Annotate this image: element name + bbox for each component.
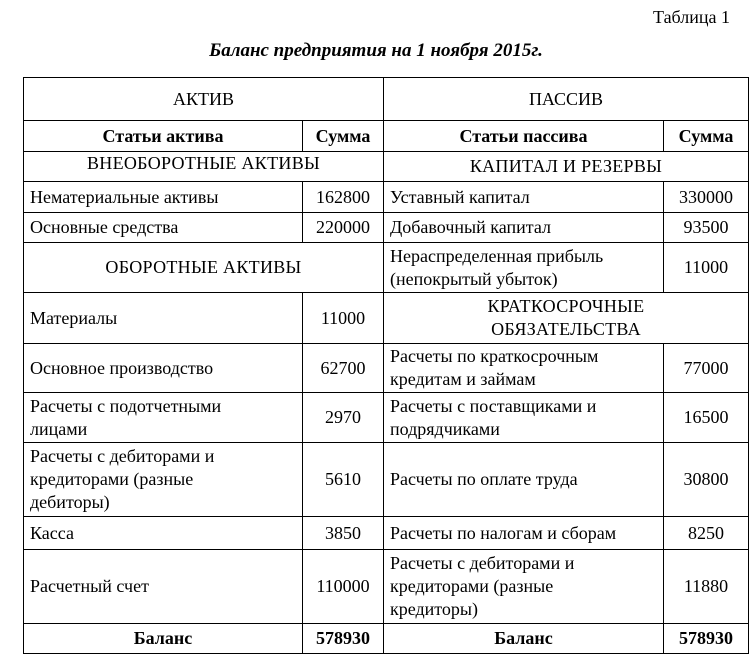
asset-item: [24, 443, 303, 517]
assets-total-sum: 578930: [303, 624, 384, 654]
asset-sum: 62700: [303, 344, 384, 393]
asset-item: Основное производство: [24, 344, 303, 393]
balance-table: [23, 77, 749, 654]
section-capital-reserves: КАПИТАЛ И РЕЗЕРВЫ: [384, 152, 749, 182]
liab-item-line: Расчеты по краткосрочным: [390, 346, 599, 366]
section-short-term-liabilities: [384, 293, 749, 344]
table-row: [24, 121, 749, 152]
table-row: [24, 78, 749, 121]
liab-item-line: Нераспределенная прибыль: [390, 245, 604, 266]
asset-sum: 162800: [303, 182, 384, 213]
table-number: Таблица 1: [653, 7, 730, 27]
asset-item-line: Расчеты с дебиторами и: [30, 446, 215, 466]
table-row: [24, 213, 749, 243]
asset-sum-header: Сумма: [303, 121, 384, 152]
section-line: ОБЯЗАТЕЛЬСТВА: [491, 319, 641, 339]
table-row: [24, 243, 749, 293]
asset-sum: 2970: [303, 393, 384, 443]
liab-item-line: Расчеты с дебиторами и: [390, 553, 575, 573]
table-row: [24, 293, 749, 344]
liab-sum: 11880: [664, 550, 749, 624]
liab-sum: 93500: [664, 213, 749, 243]
liab-item: Уставный капитал: [384, 182, 664, 213]
liab-item-line: (непокрытый убыток): [390, 268, 558, 289]
asset-item-line: Расчеты с подотчетными: [30, 395, 222, 416]
liab-sum: 8250: [664, 517, 749, 550]
liab-item-line: подрядчиками: [390, 418, 500, 439]
liab-item-header: Статьи пассива: [384, 121, 664, 152]
section-line: КРАТКОСРОЧНЫЕ: [487, 296, 645, 316]
asset-sum: 110000: [303, 550, 384, 624]
table-row: [24, 550, 749, 624]
liab-sum: 30800: [664, 443, 749, 517]
liab-item: [384, 344, 664, 393]
table-row: [24, 443, 749, 517]
asset-item: Касса: [24, 517, 303, 550]
liab-item: [384, 243, 664, 293]
liab-sum: 77000: [664, 344, 749, 393]
table-row: [24, 624, 749, 654]
asset-item: Нематериальные активы: [24, 182, 303, 213]
table-row: [24, 344, 749, 393]
liab-item: Добавочный капитал: [384, 213, 664, 243]
asset-item: [24, 393, 303, 443]
liab-item-line: кредитам и займам: [390, 369, 536, 389]
liab-sum: 11000: [664, 243, 749, 293]
liab-sum: 16500: [664, 393, 749, 443]
liab-sum: 330000: [664, 182, 749, 213]
asset-item: Основные средства: [24, 213, 303, 243]
liab-item: [384, 393, 664, 443]
assets-header: АКТИВ: [24, 78, 384, 121]
liab-item: [384, 550, 664, 624]
section-noncurrent-assets: ВНЕОБОРОТНЫЕ АКТИВЫ: [24, 152, 384, 182]
table-row: [24, 152, 749, 182]
asset-item-line: кредиторами (разные: [30, 469, 194, 489]
asset-item: Материалы: [24, 293, 303, 344]
liab-item-line: Расчеты с поставщиками и: [390, 395, 597, 416]
asset-sum: 5610: [303, 443, 384, 517]
section-current-assets: ОБОРОТНЫЕ АКТИВЫ: [24, 243, 384, 293]
liab-item: Расчеты по налогам и сборам: [384, 517, 664, 550]
table-row: [24, 182, 749, 213]
table-caption: Баланс предприятия на 1 ноября 2015г.: [209, 40, 543, 61]
table-row: [24, 393, 749, 443]
liabilities-header: ПАССИВ: [384, 78, 749, 121]
asset-item-line: лицами: [30, 418, 88, 439]
asset-sum: 220000: [303, 213, 384, 243]
asset-item-line: дебиторы): [30, 492, 110, 512]
assets-total-label: Баланс: [24, 624, 303, 654]
liab-item-line: кредиторы): [390, 599, 479, 619]
liab-total-label: Баланс: [384, 624, 664, 654]
asset-sum: 3850: [303, 517, 384, 550]
liab-item: Расчеты по оплате труда: [384, 443, 664, 517]
table-row: [24, 517, 749, 550]
liab-sum-header: Сумма: [664, 121, 749, 152]
asset-sum: 11000: [303, 293, 384, 344]
asset-item-header: Статьи актива: [24, 121, 303, 152]
liab-item-line: кредиторами (разные: [390, 576, 554, 596]
asset-item: Расчетный счет: [24, 550, 303, 624]
liab-total-sum: 578930: [664, 624, 749, 654]
